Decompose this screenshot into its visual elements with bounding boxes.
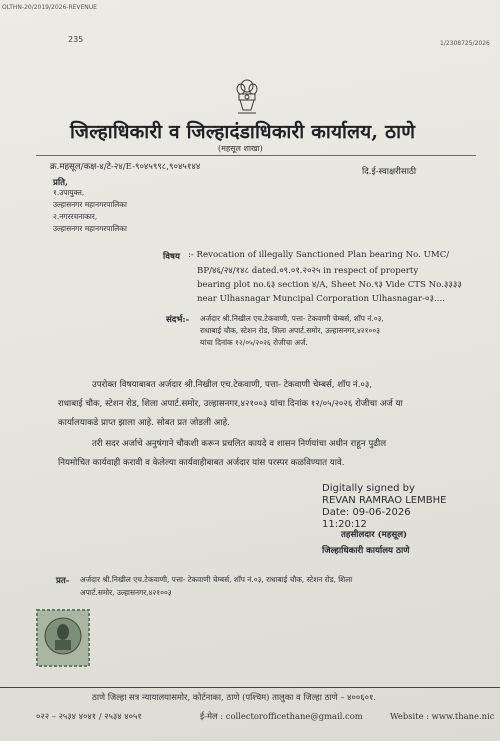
reference-line: यांचा दिनांक १२/०५/२०२६ रोजीचा अर्ज. [200, 338, 308, 347]
body-line: नियमोचित कार्यवाही करावी व केलेल्या कार्यवाहीबाबत अर्जदार यांस परस्पर कळविण्यात यावे. [58, 458, 345, 468]
recipient-line: उल्हासनगर महानगरपालिका [53, 224, 127, 233]
copy-to-label: प्रत- [56, 576, 70, 586]
footer-email: ई-मेल : collectorofficethane@gmail.com [200, 711, 363, 721]
signature-line: 11:20:12 [322, 519, 367, 530]
revenue-stamp-icon [33, 606, 93, 670]
subject-line: bearing plot no.६३ section ४/A, Sheet No.९३ Vide CTS No.३३३३ [197, 280, 462, 290]
signature-line: Date: 09-06-2026 [322, 507, 411, 518]
body-line: कार्यालयाकडे प्राप्त झाला आहे. सोबत प्रत जोडली आहे. [58, 418, 230, 428]
signature-line: Digitally signed by [322, 483, 415, 494]
footer-phone: ०२२ – २५३४ ४०४१ / २५३४ ४०५१ [36, 711, 142, 721]
corner-reference: OLTHN-20/2019/2026-REVENUE [2, 4, 97, 11]
body-line: राधाबाई चौक, स्टेशन रोड, शिला अपार्ट.समोर, उल्हासनगर,४२१००३ यांचा दिनांक १२/०५/२०२६ रोजीचा अर्ज या [58, 399, 403, 409]
subject-line: near Ulhasnagar Muncipal Corporation Ulhasnagar-०३.... [197, 294, 445, 304]
to-label: प्रति, [53, 178, 69, 188]
office-title: जिल्हाधिकारी व जिल्हादंडाधिकारी कार्यालय, ठाणे [70, 121, 416, 143]
footer-website: Website : www.thane.nic [390, 711, 495, 721]
letter-date: दि.ई-स्वाक्षरीसाठी [362, 167, 417, 177]
recipient-line: २.नगररचनाकार, [53, 212, 98, 221]
designation: तहसीलदार (महसूल) [341, 530, 408, 540]
recipient-line: १.उपायुक्त, [53, 188, 85, 197]
reference-label: संदर्भ:- [166, 315, 190, 325]
reference-line: राधाबाई चौक, स्टेशन रोड, शिला अपार्ट.समोर, उल्हासनगर,४२१००३ [200, 326, 381, 335]
copy-to-line: अपार्ट.समोर, उल्हासनगर,४२१००३ [80, 588, 172, 597]
section-name: (महसूल शाखा) [218, 144, 263, 153]
signing-office: जिल्हाधिकारी कार्यालय ठाणे [322, 546, 410, 556]
signature-line: REVAN RAMRAO LEMBHE [322, 495, 447, 506]
footer-address: ठाणे जिल्हा सत्र न्यायालयासमोर, कोर्टनाका, ठाणे (पश्चिम) तालुका व जिल्हा ठाणे – ४००६०१. [92, 692, 376, 702]
footer-divider [0, 687, 500, 688]
reference-number: क्र.महसूल/कक्ष-४/टे-२४/E-९०४५९९८,९०४५१४४ [50, 162, 201, 172]
subject-label: विषय [163, 252, 180, 262]
header-divider [36, 155, 476, 156]
body-line: उपरोक्त विषयाबाबत अर्जदार श्री.निखील एच.टेकवाणी, पत्ता- टेकवाणी चेम्बर्स, शॉप नं.०३, [92, 380, 373, 390]
reference-line: अर्जदार श्री.निखील एच.टेकवाणी, पत्ता- टेकवाणी चेम्बर्स, शॉप नं.०३, [200, 314, 384, 323]
recipient-line: उल्हासनगर महानगरपालिका [53, 200, 127, 209]
page-number: 235 [68, 35, 84, 44]
right-reference: 1/2308725/2026 [440, 40, 490, 47]
body-line: तरी सदर अर्जाचे अनुषंगाने चौकशी करून प्रचलित कायदे व शासन निर्णयांचा अधीन राहून पुढील [92, 439, 387, 449]
subject-line: :- Revocation of illegally Sanctioned Plan bearing No. UMC/ [188, 250, 450, 260]
subject-line: BP/४६/२४/१४८ dated.०९.०१.२०२५ in respect of property [197, 266, 419, 276]
copy-to-line: अर्जदार श्री.निखील एच.टेकवाणी, पत्ता- टेकवाणी चेम्बर्स, शॉप नं.०३, राधाबाई चौक, स्टेशन रोड, शिला [80, 575, 353, 584]
national-emblem-icon [233, 77, 261, 117]
